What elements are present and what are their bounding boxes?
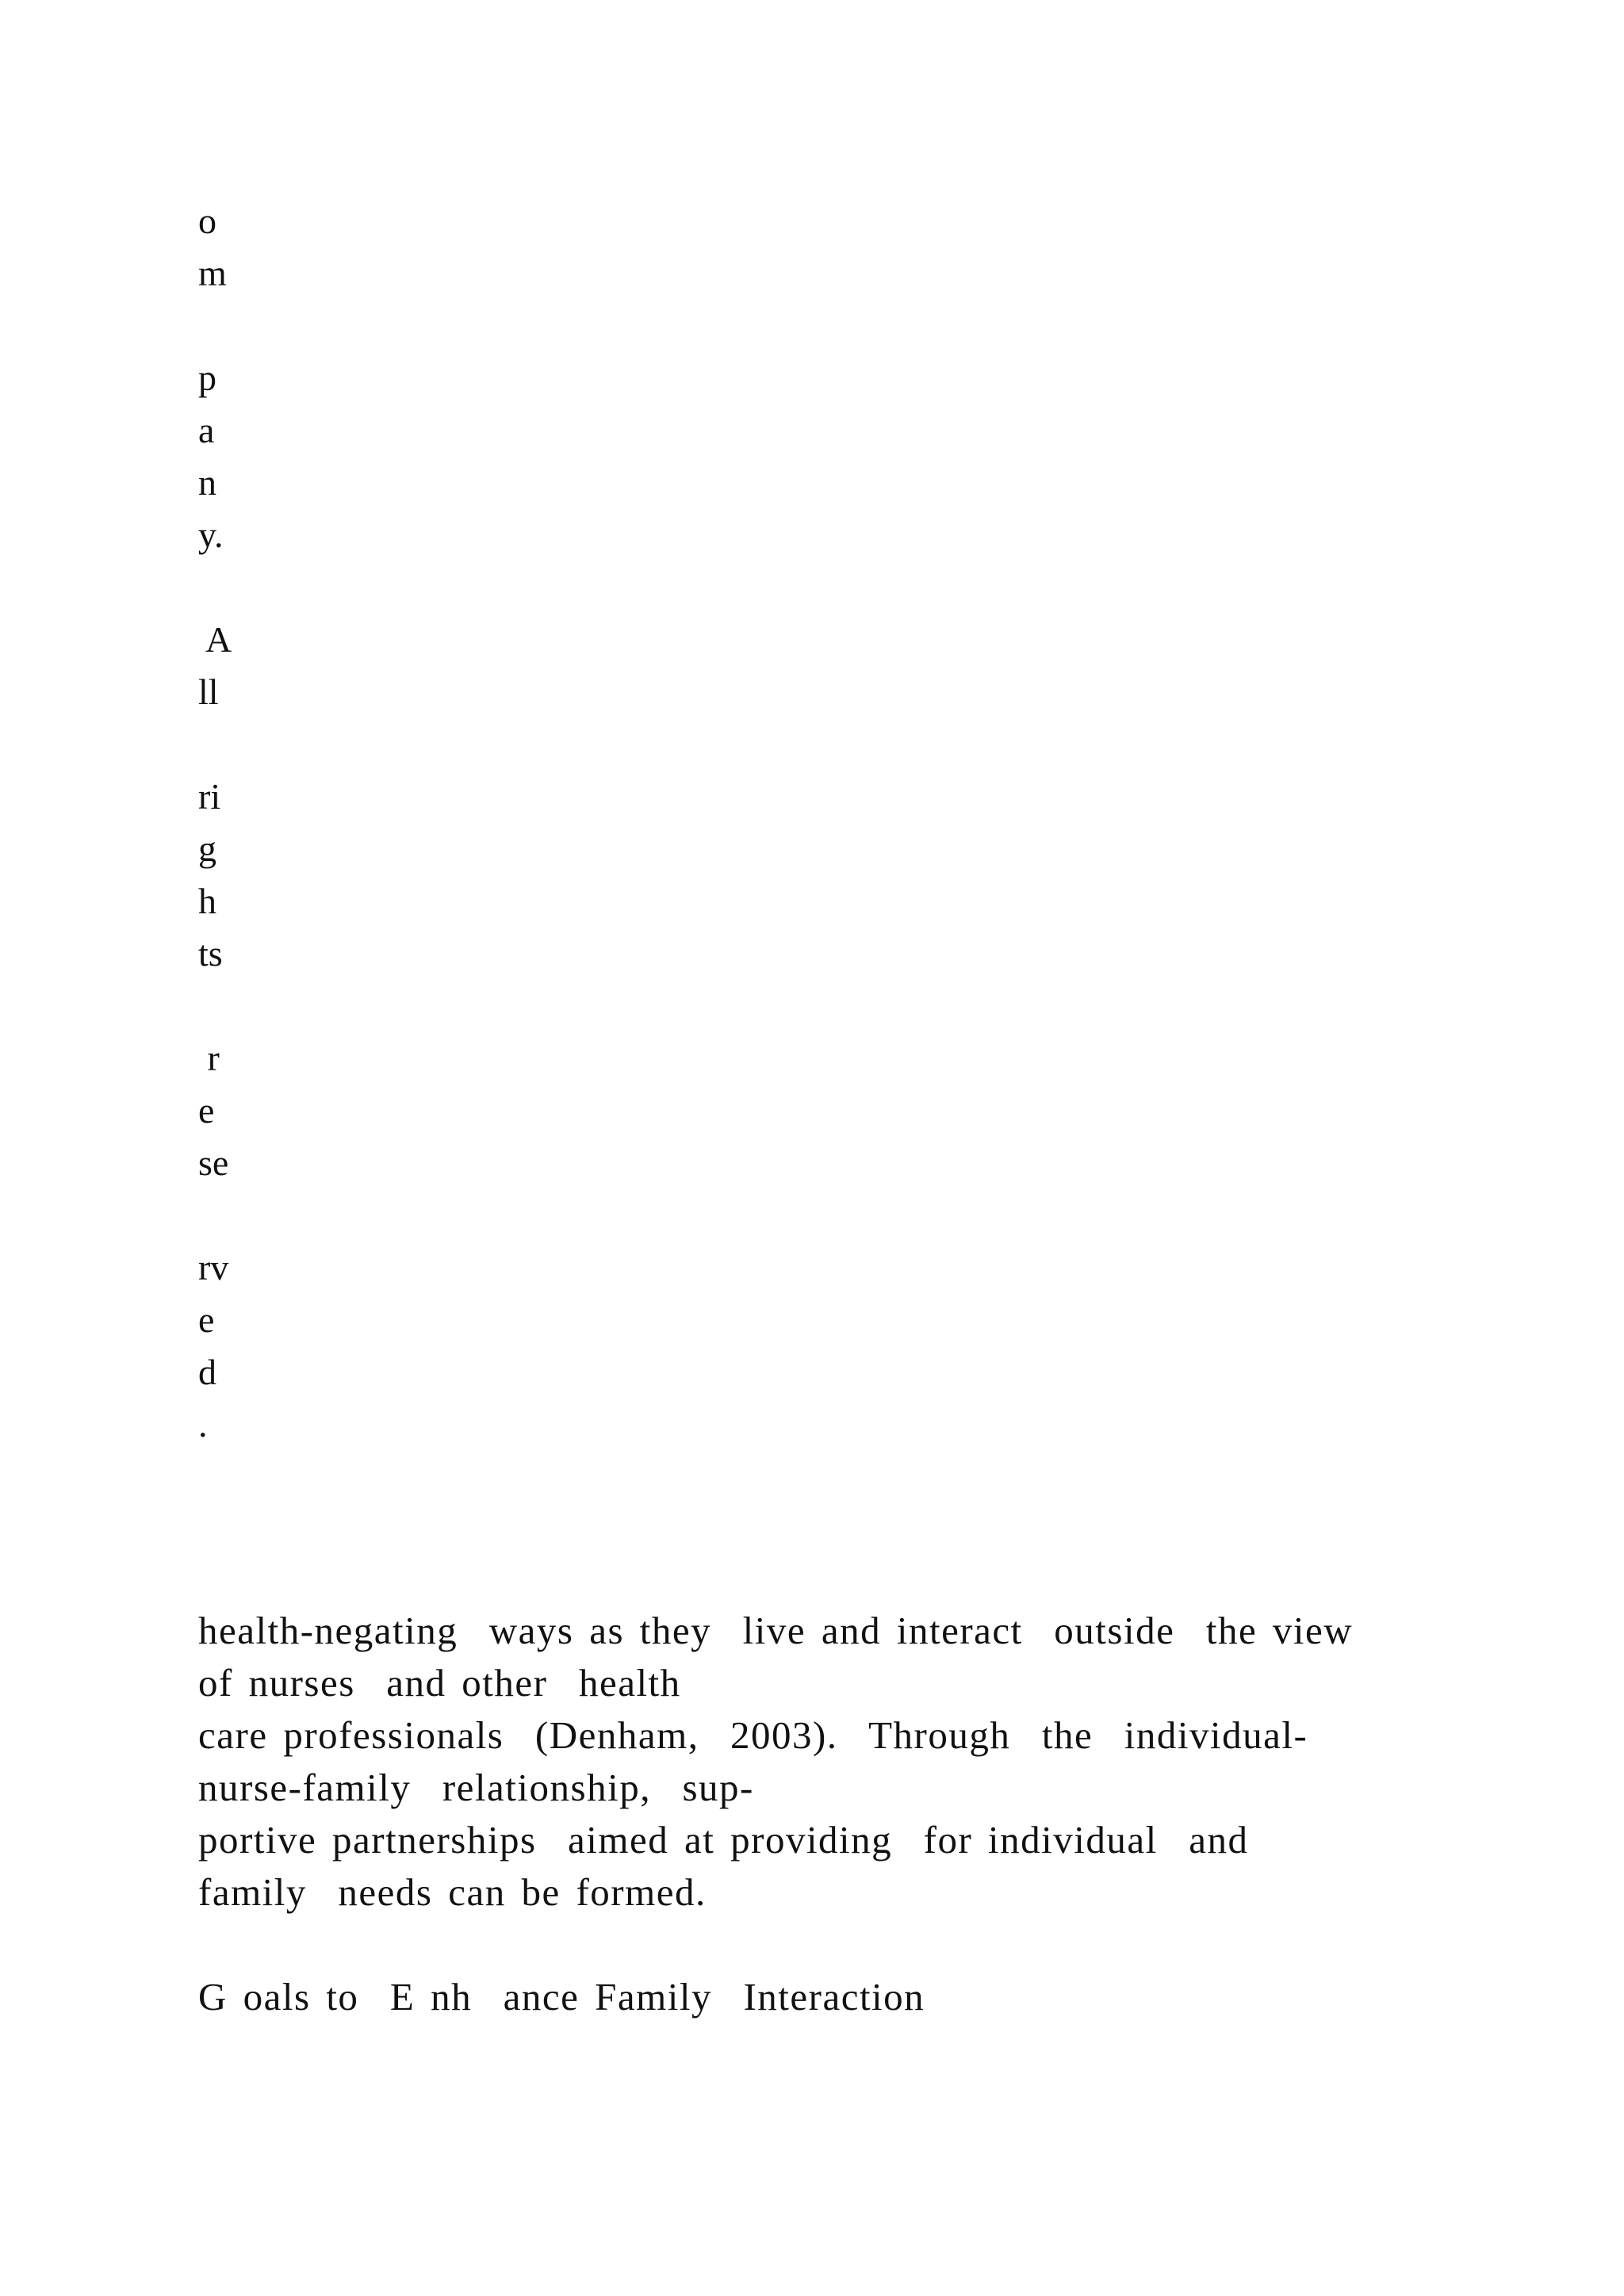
watermark-fragment: g xyxy=(198,828,216,869)
watermark-fragment: o xyxy=(198,201,216,241)
watermark-fragment: d xyxy=(198,1352,216,1392)
watermark-fragment: y. xyxy=(198,515,224,555)
watermark-fragment: A xyxy=(198,619,232,660)
paragraph-line: care professionals (Denham, 2003). Through the individual- xyxy=(198,1713,1308,1757)
watermark-fragment: ll xyxy=(198,672,219,712)
body-paragraph xyxy=(198,1605,1483,1919)
watermark-fragment: se xyxy=(198,1142,229,1183)
watermark-fragment: ri xyxy=(198,776,221,817)
watermark-fragment: m xyxy=(198,253,227,293)
watermark-fragment: e xyxy=(198,1299,215,1340)
watermark-fragment: a xyxy=(198,410,215,450)
watermark-fragment: e xyxy=(198,1090,215,1131)
watermark-fragment: rv xyxy=(198,1247,229,1288)
paragraph-line: nurse-family relationship, sup- xyxy=(198,1766,754,1809)
section-heading: G oals to E nh ance Family Interaction xyxy=(198,1975,925,2019)
watermark-fragment: h xyxy=(198,881,216,921)
paragraph-line: family needs can be formed. xyxy=(198,1870,707,1914)
watermark-fragment: n xyxy=(198,462,216,503)
paragraph-line: portive partnerships aimed at providing for individual and xyxy=(198,1818,1249,1862)
watermark-fragment: r xyxy=(198,1038,220,1078)
paragraph-line: health-negating ways as they live and interact outside the view xyxy=(198,1609,1354,1652)
watermark-fragment: ts xyxy=(198,933,223,974)
paragraph-line: of nurses and other health xyxy=(198,1661,681,1705)
watermark-fragment: p xyxy=(198,358,216,398)
watermark-fragment: . xyxy=(198,1404,208,1445)
